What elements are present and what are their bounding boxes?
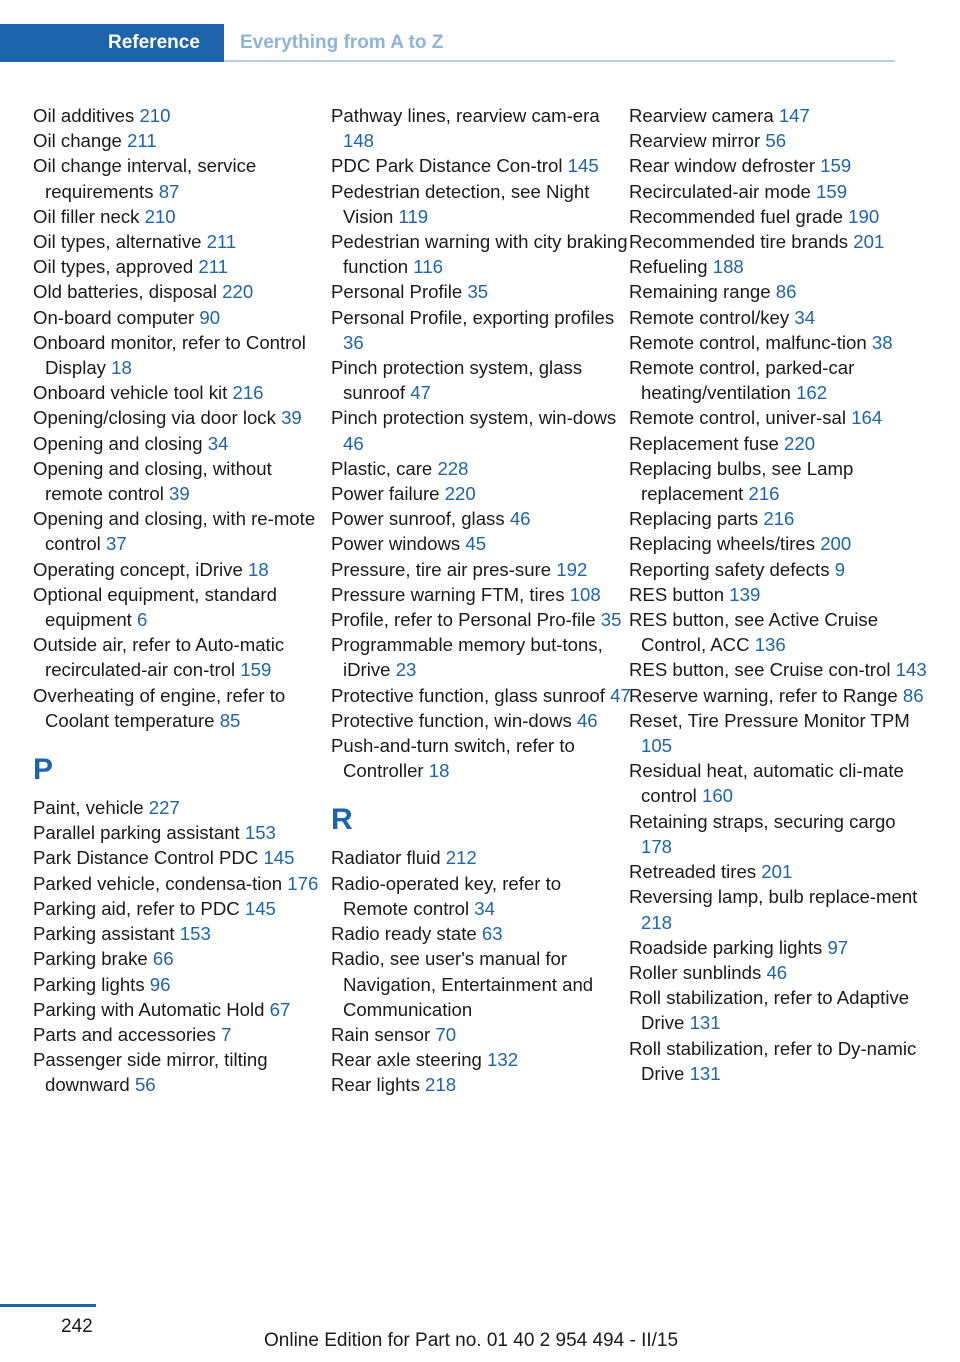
index-entry [629, 607, 929, 657]
index-entry [33, 405, 333, 430]
page-reference-link[interactable]: 46 [509, 508, 531, 530]
index-letter-heading: P [33, 753, 54, 787]
page-reference-link[interactable]: 145 [263, 847, 295, 869]
index-entry [331, 845, 631, 870]
index-entry-term: Radio ready state [331, 923, 477, 945]
page-reference-link[interactable]: 47 [410, 382, 431, 404]
index-entry [33, 229, 333, 254]
page-reference-link[interactable]: 66 [152, 948, 174, 970]
page-reference-link[interactable]: 159 [240, 659, 272, 681]
page-reference-link[interactable]: 108 [569, 583, 601, 605]
page-reference-link[interactable]: 159 [820, 155, 852, 177]
index-entry [331, 683, 631, 708]
index-entry-term: Refueling [629, 256, 708, 278]
page-reference-link[interactable]: 38 [871, 331, 893, 353]
page-reference-link[interactable]: 131 [689, 1012, 721, 1034]
index-entry-term: Parking brake [33, 948, 148, 970]
page-reference-link[interactable]: 136 [754, 634, 786, 656]
page-reference-link[interactable]: 211 [127, 130, 157, 152]
index-entry [331, 279, 631, 304]
index-entry [33, 683, 333, 733]
index-entry [33, 506, 333, 556]
page-reference-link[interactable]: 162 [796, 382, 828, 404]
page-reference-link[interactable]: 67 [269, 998, 291, 1020]
footer-accent-bar [0, 1304, 96, 1307]
index-entry [33, 845, 333, 870]
page-reference-link[interactable]: 176 [287, 872, 319, 894]
page-reference-link[interactable]: 39 [281, 407, 302, 429]
page-reference-link[interactable]: 220 [444, 483, 476, 505]
index-entry [331, 405, 631, 455]
index-entry-term: Paint, vehicle [33, 797, 144, 819]
index-entry-term: Pressure, tire air pres‐sure [331, 558, 552, 580]
index-entry-term: Parked vehicle, condensa‐tion [33, 872, 283, 894]
index-entry-term: Old batteries, disposal [33, 281, 217, 303]
index-entry [331, 946, 631, 1022]
page-reference-link[interactable]: 210 [144, 205, 176, 227]
index-entry-term: PDC Park Distance Con‐trol [331, 155, 563, 177]
page-reference-link[interactable]: 188 [712, 256, 744, 278]
index-entry [331, 355, 631, 405]
index-entry [33, 153, 333, 203]
index-entry [33, 921, 333, 946]
index-entry [629, 960, 929, 985]
page-reference-link[interactable]: 216 [763, 508, 795, 530]
index-entry-term: Oil filler neck [33, 205, 140, 227]
index-entry-term: Radiator fluid [331, 847, 441, 869]
page-reference-link[interactable]: 86 [902, 684, 924, 706]
page-reference-link[interactable]: 47 [610, 684, 631, 706]
index-entry [629, 657, 929, 682]
index-entry [33, 1047, 333, 1097]
page-reference-link[interactable]: 164 [851, 407, 883, 429]
header-divider [224, 60, 895, 62]
page-reference-link[interactable]: 39 [169, 483, 190, 505]
index-entry [331, 305, 631, 355]
index-entry [629, 935, 929, 960]
index-entry [629, 531, 929, 556]
index-entry-term: RES button [629, 583, 725, 605]
index-entry-term: On-board computer [33, 306, 195, 328]
index-entry-term: Recommended fuel grade [629, 205, 843, 227]
edition-footer: Online Edition for Part no. 01 40 2 954 494 - II/15 [264, 1330, 679, 1351]
index-entry-term: Rain sensor [331, 1023, 431, 1045]
index-entry-term: Pathway lines, rearview cam‐era [331, 105, 600, 126]
index-entry-term: Reset, Tire Pressure Monitor TPM [629, 709, 910, 731]
index-entry-term: Roll stabilization, refer to Dy‐namic Drive [629, 1037, 917, 1084]
page-reference-link[interactable]: 34 [794, 306, 816, 328]
index-entry [33, 330, 333, 380]
index-entry-term: Pedestrian detection, see Night Vision [331, 180, 590, 227]
index-entry-term: Oil types, approved [33, 256, 194, 278]
index-entry [629, 456, 929, 506]
index-entry-term: Power sunroof, glass [331, 508, 505, 530]
index-entry [629, 506, 929, 531]
index-entry-term: Parts and accessories [33, 1023, 216, 1045]
page-reference-link[interactable]: 86 [775, 281, 797, 303]
page-reference-link[interactable]: 190 [848, 205, 880, 227]
index-entry-term: Parallel parking assistant [33, 822, 240, 844]
index-entry [629, 103, 929, 128]
page-reference-link[interactable]: 18 [111, 357, 132, 379]
index-entry [629, 254, 929, 279]
index-entry [33, 820, 333, 845]
page-reference-link[interactable]: 46 [343, 432, 364, 454]
index-entry [629, 884, 929, 934]
page-reference-link[interactable]: 159 [816, 180, 848, 202]
index-entry-term: Retaining straps, securing cargo [629, 810, 896, 832]
index-entry [33, 997, 333, 1022]
index-entry-term: Parking lights [33, 973, 145, 995]
index-entry-term: Oil additives [33, 105, 135, 126]
index-entry [629, 859, 929, 884]
page-reference-link[interactable]: 220 [222, 281, 254, 303]
index-entry-term: Replacement fuse [629, 432, 779, 454]
index-entry [331, 456, 631, 481]
index-entry-term: RES button, see Cruise con‐trol [629, 659, 891, 681]
index-entry [33, 103, 333, 128]
page-reference-link[interactable]: 200 [820, 533, 852, 555]
index-entry-term: Radio-operated key, refer to Remote control [331, 872, 562, 919]
index-entry-term: Operating concept, iDrive [33, 558, 243, 580]
index-entry [331, 871, 631, 921]
page-reference-link[interactable]: 85 [219, 709, 241, 731]
index-entry-term: Replacing wheels/tires [629, 533, 816, 555]
index-entry-term: Radio, see user's manual for Navigation, Entertainment and Communication [331, 948, 594, 1020]
index-column-2 [331, 103, 631, 1098]
index-entry-term: Push-and-turn switch, refer to Controller [331, 735, 575, 782]
index-entry-term: Personal Profile [331, 281, 463, 303]
page-reference-link[interactable]: 216 [748, 483, 780, 505]
index-entry-term: Overheating of engine, refer to Coolant temperature [33, 684, 286, 731]
index-entry [33, 279, 333, 304]
page-reference-link[interactable]: 201 [853, 231, 885, 253]
index-entry-term: Parking with Automatic Hold [33, 998, 265, 1020]
index-entry-term: Roadside parking lights [629, 936, 823, 958]
index-entry [629, 809, 929, 859]
index-entry-term: Remote control, malfunc‐tion [629, 331, 867, 353]
index-entry [629, 128, 929, 153]
index-entry [33, 431, 333, 456]
index-entry [33, 871, 333, 896]
page-reference-link[interactable]: 218 [425, 1074, 457, 1096]
index-entry-term: Protective function, win‐dows [331, 709, 572, 731]
page-reference-link[interactable]: 35 [467, 281, 489, 303]
index-column-3 [629, 103, 929, 1086]
index-entry [331, 708, 631, 733]
index-entry [629, 985, 929, 1035]
index-entry [331, 229, 631, 279]
page-reference-link[interactable]: 46 [766, 961, 788, 983]
index-entry-term: Parking assistant [33, 923, 175, 945]
page-reference-link[interactable]: 210 [139, 105, 171, 126]
index-entry [33, 380, 333, 405]
index-entry-term: Profile, refer to Personal Pro‐file [331, 609, 596, 631]
page-reference-link[interactable]: 116 [413, 256, 443, 278]
index-entry [331, 921, 631, 946]
page-reference-link[interactable]: 97 [827, 936, 849, 958]
index-entry [331, 481, 631, 506]
index-entry [33, 254, 333, 279]
index-entry [331, 1047, 631, 1072]
index-entry-term: Oil change interval, service requirements [33, 155, 257, 202]
index-entry [33, 557, 333, 582]
index-entry [629, 683, 929, 708]
index-entry [629, 153, 929, 178]
index-entry-term: Retreaded tires [629, 861, 757, 883]
page-reference-link[interactable]: 34 [207, 432, 229, 454]
page-header [0, 24, 895, 62]
page-reference-link[interactable]: 105 [641, 735, 673, 757]
index-entry [331, 582, 631, 607]
page-reference-link[interactable]: 139 [729, 583, 761, 605]
index-entry [33, 632, 333, 682]
index-entry-term: Roll stabilization, refer to Adaptive Drive [629, 987, 910, 1034]
index-entry-term: Opening/closing via door lock [33, 407, 276, 429]
index-entry-term: Optional equipment, standard equipment [33, 583, 277, 631]
page-reference-link[interactable]: 178 [641, 835, 673, 857]
index-entry [33, 896, 333, 921]
index-entry-term: Remaining range [629, 281, 771, 303]
section-tab: Reference [0, 24, 224, 62]
index-entry-term: Remote control, univer‐sal [629, 407, 847, 429]
index-entry [629, 582, 929, 607]
index-entry-term: Replacing parts [629, 508, 759, 530]
page-reference-link[interactable]: 23 [395, 659, 417, 681]
page-reference-link[interactable]: 6 [137, 609, 148, 631]
page-reference-link[interactable]: 63 [481, 923, 503, 945]
index-column-1 [33, 103, 333, 1098]
page-reference-link[interactable]: 119 [398, 205, 429, 227]
index-entry-term: Rearview mirror [629, 130, 761, 152]
index-entry-term: Reporting safety defects [629, 558, 830, 580]
index-entry [629, 758, 929, 808]
index-entry-term: Rear window defroster [629, 155, 816, 177]
index-entry [629, 1036, 929, 1086]
page-reference-link[interactable]: 87 [158, 180, 180, 202]
index-entry-term: Rearview camera [629, 105, 774, 126]
index-entry [331, 733, 631, 783]
index-entry-term: Reserve warning, refer to Range [629, 684, 898, 706]
index-entry [629, 557, 929, 582]
index-entry-term: RES button, see Active Cruise Control, ACC [629, 609, 879, 656]
index-entry-term: Power windows [331, 533, 461, 555]
index-entry-term: Remote control/key [629, 306, 790, 328]
index-entry-term: Power failure [331, 483, 440, 505]
index-entry-term: Plastic, care [331, 457, 433, 479]
index-entry [33, 972, 333, 997]
page-reference-link[interactable]: 143 [895, 659, 927, 681]
page-reference-link[interactable]: 220 [784, 432, 816, 454]
index-entry-term: Rear lights [331, 1074, 420, 1096]
page-reference-link[interactable]: 201 [761, 861, 793, 883]
index-entry [33, 946, 333, 971]
page-reference-link[interactable]: 7 [221, 1023, 232, 1045]
page-number: 242 [61, 1316, 93, 1337]
index-entry [629, 279, 929, 304]
page-reference-link[interactable]: 37 [105, 533, 127, 555]
index-entry [629, 204, 929, 229]
index-entry [629, 708, 929, 758]
page-reference-link[interactable]: 218 [641, 911, 673, 933]
index-entry [33, 1022, 333, 1047]
index-entry-term: Recirculated-air mode [629, 180, 811, 202]
page-reference-link[interactable]: 35 [600, 609, 622, 631]
page-reference-link[interactable]: 46 [576, 709, 598, 731]
page-reference-link[interactable]: 18 [247, 558, 269, 580]
page-reference-link[interactable]: 45 [465, 533, 487, 555]
index-entry-term: Oil change [33, 130, 122, 152]
index-entry-term: Parking aid, refer to PDC [33, 897, 240, 919]
page-reference-link[interactable]: 147 [778, 105, 810, 126]
page-reference-link[interactable]: 145 [567, 155, 599, 177]
index-entry-term: Pedestrian warning with city braking function [331, 231, 628, 278]
page-reference-link[interactable]: 131 [689, 1062, 721, 1084]
index-entry-term: Opening and closing, with re‐mote control [33, 508, 316, 555]
index-entry [629, 179, 929, 204]
page-reference-link[interactable]: 212 [445, 847, 477, 869]
index-entry-term: Opening and closing, without remote control [33, 457, 272, 505]
index-entry [331, 179, 631, 229]
index-entry-term: Outside air, refer to Auto‐matic recirculated-air con‐trol [33, 634, 285, 681]
index-entry [629, 305, 929, 330]
page-reference-link[interactable]: 148 [343, 130, 375, 152]
index-entry-term: Passenger side mirror, tilting downward [33, 1049, 268, 1096]
page-reference-link[interactable]: 153 [179, 923, 211, 945]
index-entry-term: Pinch protection system, win‐dows [331, 407, 617, 429]
page-reference-link[interactable]: 153 [244, 822, 276, 844]
page-reference-link[interactable]: 96 [149, 973, 171, 995]
index-entry [33, 795, 333, 820]
page-reference-link[interactable]: 36 [343, 331, 364, 353]
index-entry [331, 506, 631, 531]
index-entry [331, 103, 631, 153]
index-entry [629, 330, 929, 355]
index-entry [629, 431, 929, 456]
page-reference-link[interactable]: 228 [437, 457, 469, 479]
page-reference-link[interactable]: 145 [244, 897, 276, 919]
index-entry-term: Recommended tire brands [629, 231, 849, 253]
index-entry [33, 582, 333, 632]
subsection-title: Everything from A to Z [240, 32, 444, 53]
index-entry-term: Roller sunblinds [629, 961, 762, 983]
page-reference-link[interactable]: 90 [199, 306, 221, 328]
index-entry [331, 1072, 631, 1097]
page-reference-link[interactable]: 227 [148, 797, 180, 819]
index-entry [33, 305, 333, 330]
index-entry-term: Remote control, parked-car heating/ventilation [629, 357, 855, 404]
index-entry-term: Replacing bulbs, see Lamp replacement [629, 457, 854, 505]
index-entry [33, 204, 333, 229]
page-reference-link[interactable]: 132 [487, 1049, 519, 1071]
index-entry-term: Programmable memory but‐tons, iDrive [331, 634, 603, 681]
index-entry [629, 405, 929, 430]
page-reference-link[interactable]: 192 [556, 558, 588, 580]
page-reference-link[interactable]: 211 [206, 231, 237, 253]
index-entry-term: Onboard monitor, refer to Control Display [33, 331, 306, 379]
index-entry-term: Park Distance Control PDC [33, 847, 259, 869]
index-letter-heading: R [331, 803, 353, 837]
index-entry [629, 229, 929, 254]
page-reference-link[interactable]: 160 [701, 785, 734, 807]
index-entry [331, 531, 631, 556]
index-entry [629, 355, 929, 405]
page-reference-link[interactable]: 211 [198, 256, 229, 278]
index-entry-term: Pinch protection system, glass sunroof [331, 357, 583, 404]
index-entry-term: Protective function, glass sunroof [331, 684, 605, 706]
index-entry [331, 632, 631, 682]
index-entry-term: Rear axle steering [331, 1049, 482, 1071]
index-entry-term: Oil types, alternative [33, 231, 202, 253]
page-reference-link[interactable]: 9 [834, 558, 846, 580]
index-entry-term: Opening and closing [33, 432, 203, 454]
page-reference-link[interactable]: 70 [435, 1023, 457, 1045]
index-entry-term: Reversing lamp, bulb replace‐ment [629, 886, 918, 908]
index-entry [331, 557, 631, 582]
page-reference-link[interactable]: 56 [134, 1074, 156, 1096]
page-reference-link[interactable]: 56 [765, 130, 787, 152]
index-entry [33, 456, 333, 506]
index-entry [331, 607, 631, 632]
index-entry [33, 128, 333, 153]
index-entry-term: Onboard vehicle tool kit [33, 382, 228, 404]
index-entry [331, 1022, 631, 1047]
index-entry-term: Residual heat, automatic cli‐mate control [629, 760, 904, 807]
page-reference-link[interactable]: 216 [232, 382, 264, 404]
page-reference-link[interactable]: 34 [474, 897, 495, 919]
page-reference-link[interactable]: 18 [428, 760, 450, 782]
index-entry-term: Pressure warning FTM, tires [331, 583, 565, 605]
index-entry-term: Personal Profile, exporting profiles [331, 306, 615, 328]
index-entry [331, 153, 631, 178]
